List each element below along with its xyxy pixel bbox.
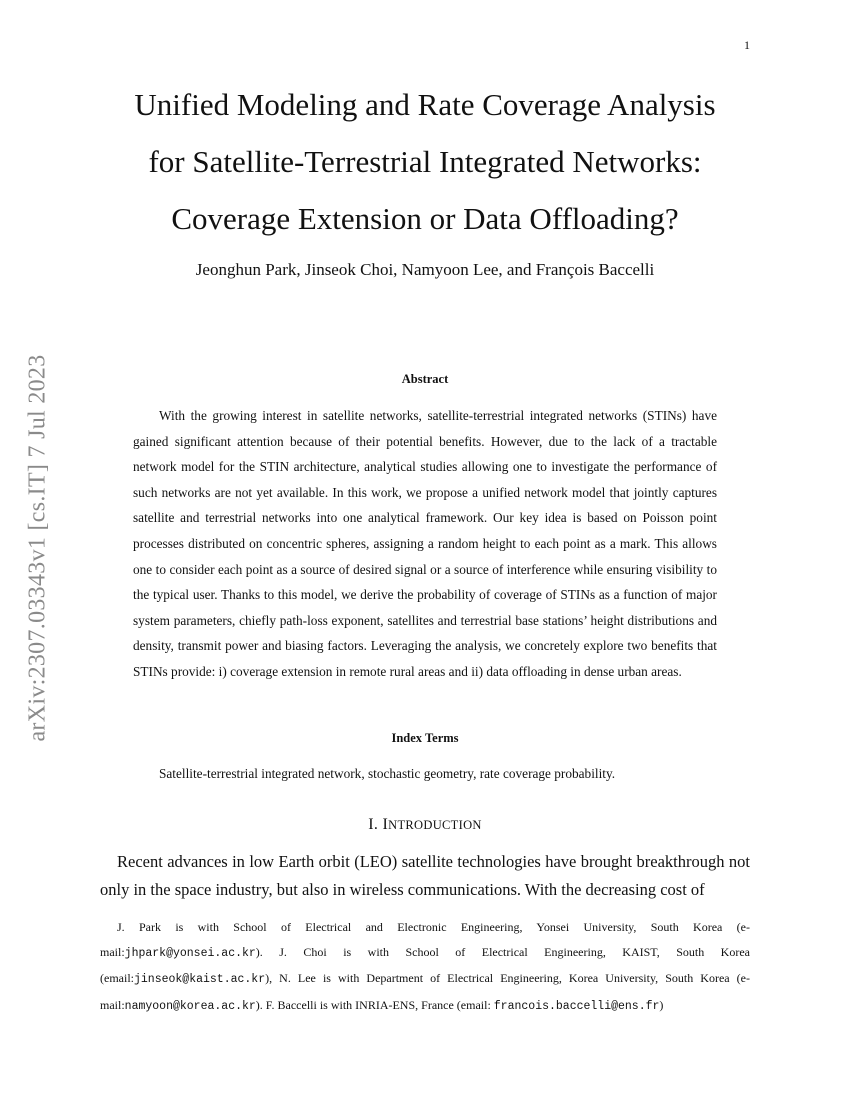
title-line: Unified Modeling and Rate Coverage Analysis	[134, 87, 716, 122]
intro-paragraph: Recent advances in low Earth orbit (LEO) satellite technologies have brought breakthrough not only in the space industry, but also in wireless communications. With the decreasing cost of	[100, 852, 750, 899]
section-title-initial: I	[382, 816, 389, 833]
footnote-text: J. Park is with School of Electrical and Electronic Engineering, Yonsei University, South Korea (e-mail:	[100, 920, 750, 959]
abstract-heading: Abstract	[401, 372, 449, 386]
email-link[interactable]: francois.baccelli@ens.fr	[493, 999, 660, 1013]
title-line: for Satellite-Terrestrial Integrated Networks:	[148, 144, 702, 179]
author-footnote	[100, 915, 750, 1019]
footnote-text: ), N. Lee is with Department of Electrical Engineering, Korea University, South Korea (e-mail:	[100, 971, 750, 1012]
abstract-text: With the growing interest in satellite networks, satellite-terrestrial integrated networks (STINs) have gained significant attention because of their potential benefits. However, due to the lack of a tractable network model for the STIN architecture, analytical studies allowing one to investigate the performance of such networks are not yet available. In this work, we propose a unified network model that jointly captures satellite and terrestrial networks into one analytical framework. Our key idea is based on Poisson point processes distributed on concentric spheres, assigning a random height to each point as a mark. This allows one to consider each point as a source of desired signal or a source of interference while ensuring visibility to the typical user. Thanks to this model, we derive the probability of coverage of STINs as a function of major system parameters, chiefly path-loss exponent, satellites and terrestrial base stations’ height distributions and density, transmit power and biasing factors. Leveraging the analysis, we concretely explore two benefits that STINs provide: i) coverage extension in remote rural areas and ii) data offloading in dense urban areas.	[133, 408, 717, 679]
section-heading	[60, 816, 790, 834]
paper-title	[60, 76, 790, 247]
index-terms-heading: Index Terms	[391, 731, 459, 745]
footnote-text: ). J. Choi is with School of Electrical Engineering, KAIST, South Korea (email:	[100, 944, 750, 985]
section-number: I.	[368, 816, 379, 833]
footnote-text: )	[659, 997, 664, 1012]
email-link[interactable]: namyoon@korea.ac.kr	[124, 999, 256, 1013]
email-link[interactable]: jhpark@yonsei.ac.kr	[124, 946, 256, 960]
author-list: Jeonghun Park, Jinseok Choi, Namyoon Lee, and François Baccelli	[195, 260, 655, 279]
section-title-rest: NTRODUCTION	[388, 818, 482, 832]
title-line: Coverage Extension or Data Offloading?	[171, 201, 679, 236]
page-number: 1	[744, 38, 750, 52]
arxiv-stamp: arXiv:2307.03343v1 [cs.IT] 7 Jul 2023	[24, 354, 51, 742]
index-terms-text: Satellite-terrestrial integrated network, stochastic geometry, rate coverage probability.	[159, 766, 616, 781]
footnote-text: ). F. Baccelli is with INRIA-ENS, France (email:	[255, 997, 494, 1012]
section-title	[383, 816, 482, 833]
email-link[interactable]: jinseok@kaist.ac.kr	[133, 973, 266, 986]
